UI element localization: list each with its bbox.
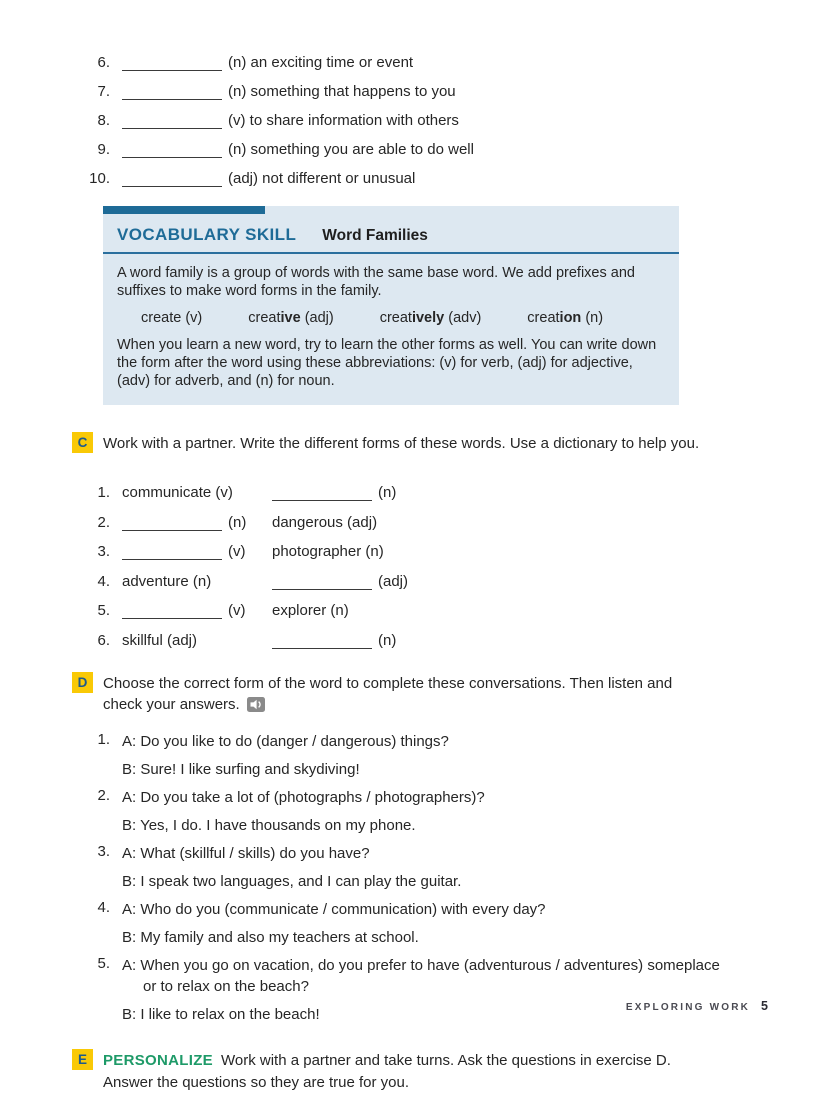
item-number: 4. <box>97 899 110 917</box>
exercise-d-section <box>0 671 816 1033</box>
exercise-e-section <box>0 1048 816 1094</box>
exercise-c-header <box>72 431 816 455</box>
page-footer <box>626 999 768 1013</box>
matching-item <box>80 42 816 71</box>
item-definition: (v) to share information with others <box>228 112 459 129</box>
item-number: 1. <box>97 731 110 749</box>
item-definition: (n) an exciting time or event <box>228 54 414 71</box>
answer-blank <box>122 114 222 129</box>
conversation-item <box>94 787 816 843</box>
exercise-e-header <box>72 1048 816 1094</box>
speaker-b-line: B: My family and also my teachers at school. <box>122 929 419 947</box>
part-of-speech: (v) <box>228 543 246 561</box>
exercise-c-items <box>94 472 816 649</box>
matching-item <box>80 100 816 129</box>
answer-blank <box>272 575 372 590</box>
conversation-item <box>94 955 816 1032</box>
box-intro-text: A word family is a group of words with the same base word. We add prefixes and suffixes to make word forms in the family. <box>117 265 635 299</box>
exercise-letter-badge: E <box>72 1049 93 1070</box>
page-number: 5 <box>761 999 768 1013</box>
given-word: skillful (adj) <box>122 631 198 649</box>
item-number: 8. <box>97 112 110 129</box>
word-form-row <box>94 501 816 531</box>
exercise-instruction: PERSONALIZE Work with a partner and take turns. Ask the questions in exercise D. Answer the questions so they are true for you. <box>103 1052 671 1091</box>
item-number: 4. <box>97 572 110 590</box>
box-subtitle: Word Families <box>322 227 428 244</box>
part-of-speech: (n) <box>378 484 397 502</box>
speaker-b-line: B: I speak two languages, and I can play the guitar. <box>122 873 462 891</box>
part-of-speech: (v) <box>228 602 246 620</box>
example-word: creative (adj) <box>248 309 334 326</box>
answer-blank <box>122 143 222 158</box>
box-header <box>103 214 679 254</box>
conversation-item <box>94 899 816 955</box>
speaker-a-line: A: Do you take a lot of (photographs / photographers)? <box>122 789 485 807</box>
item-number: 1. <box>97 484 110 502</box>
matching-item <box>80 158 816 187</box>
answer-blank <box>122 604 222 619</box>
item-number: 6. <box>97 631 110 649</box>
answer-blank <box>122 85 222 100</box>
part-of-speech: (adj) <box>378 572 409 590</box>
item-number: 9. <box>97 141 110 158</box>
exercise-letter-badge: D <box>72 672 93 693</box>
exercise-instruction: Work with a partner. Write the different forms of these words. Use a dictionary to help you. <box>103 434 700 452</box>
item-number: 10. <box>89 170 110 187</box>
answer-blank <box>122 56 222 71</box>
given-word: explorer (n) <box>272 602 349 620</box>
matching-item <box>80 71 816 100</box>
speaker-b-line: B: I like to relax on the beach! <box>122 1006 320 1024</box>
exercise-d-header <box>72 671 816 717</box>
given-word: adventure (n) <box>122 572 212 590</box>
exercise-letter-badge: C <box>72 432 93 453</box>
answer-blank <box>122 516 222 531</box>
conversation-item <box>94 843 816 899</box>
word-form-row <box>94 590 816 620</box>
matching-list <box>80 0 816 187</box>
box-accent-bar <box>103 206 265 214</box>
item-definition: (n) something that happens to you <box>228 83 456 100</box>
given-word: photographer (n) <box>272 543 384 561</box>
item-number: 2. <box>97 787 110 805</box>
example-word: creatively (adv) <box>379 309 482 326</box>
item-number: 5. <box>97 602 110 620</box>
item-number: 5. <box>97 955 110 973</box>
given-word: communicate (v) <box>122 484 233 502</box>
item-definition: (adj) not different or unusual <box>228 170 416 187</box>
item-number: 3. <box>97 843 110 861</box>
answer-blank <box>272 486 372 501</box>
item-number: 6. <box>97 54 110 71</box>
part-of-speech: (n) <box>228 513 247 531</box>
exercise-c-section <box>0 431 816 649</box>
example-word: creation (n) <box>527 309 604 326</box>
audio-speaker-icon <box>247 697 265 712</box>
exercise-instruction: Choose the correct form of the word to complete these conversations. Then listen and check your answers. <box>103 674 673 714</box>
exercise-d-items <box>94 731 816 1032</box>
item-number: 3. <box>97 543 110 561</box>
item-definition: (n) something you are able to do well <box>228 141 474 158</box>
word-form-row <box>94 619 816 649</box>
box-note-text: When you learn a new word, try to learn the other forms as well. You can write down the form after the word using these abbreviations: (v) for verb, (adj) for adjective, (adv) for adverb, and (n) for noun. <box>117 336 657 389</box>
part-of-speech: (n) <box>378 631 397 649</box>
conversation-item <box>94 731 816 787</box>
unit-title: EXPLORING WORK <box>625 1002 751 1013</box>
speaker-a-line: A: Who do you (communicate / communication) with every day? <box>122 901 546 919</box>
answer-blank <box>272 634 372 649</box>
word-form-row <box>94 472 816 502</box>
speaker-a-line: A: When you go on vacation, do you prefer to have (adventurous / adventures) someplace or to relax on the beach? <box>122 957 720 996</box>
given-word: dangerous (adj) <box>272 513 378 531</box>
speaker-a-line: A: What (skillful / skills) do you have? <box>122 845 370 863</box>
box-body <box>103 254 679 405</box>
personalize-tag: PERSONALIZE <box>103 1052 213 1070</box>
example-word: create (v) <box>141 309 203 326</box>
box-title: VOCABULARY SKILL <box>117 225 297 244</box>
matching-item <box>80 129 816 158</box>
speaker-b-line: B: Yes, I do. I have thousands on my phone. <box>122 817 416 835</box>
word-family-examples <box>141 310 663 328</box>
speaker-a-line: A: Do you like to do (danger / dangerous) things? <box>122 733 449 751</box>
answer-blank <box>122 172 222 187</box>
speaker-b-line: B: Sure! I like surfing and skydiving! <box>122 761 360 779</box>
vocabulary-skill-box <box>103 206 679 405</box>
answer-blank <box>122 545 222 560</box>
item-number: 7. <box>97 83 110 100</box>
item-number: 2. <box>97 513 110 531</box>
word-form-row <box>94 531 816 561</box>
word-form-row <box>94 560 816 590</box>
